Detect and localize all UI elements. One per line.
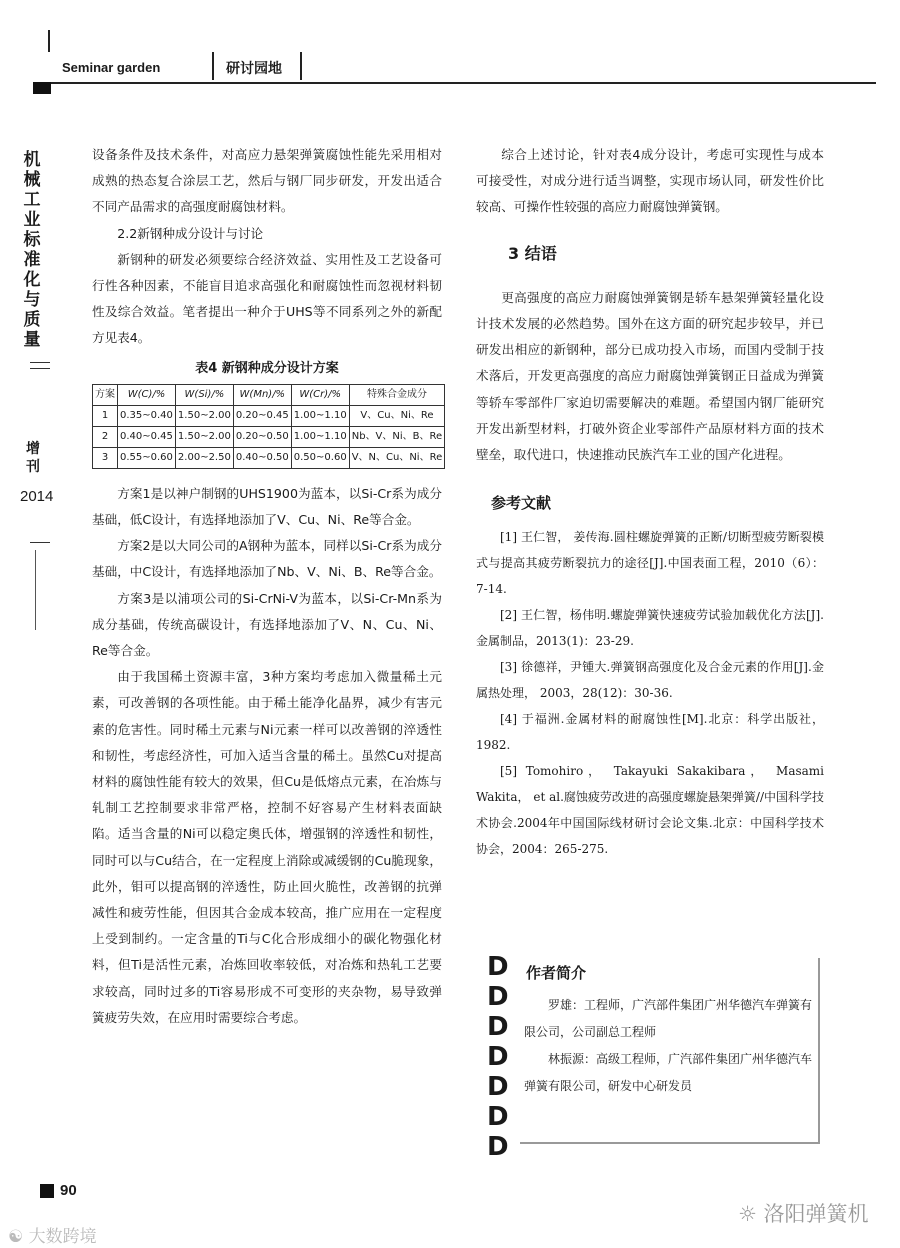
paragraph: 更高强度的高应力耐腐蚀弹簧钢是轿车悬架弹簧轻量化设计技术发展的必然趋势。国外在这方面的研究起步较早，并已研发出相应的新钢种，部分已成功投入市场，而国内受制于技术落后，开发更高强度的高应力耐腐蚀弹簧钢正日益成为弹簧等轿车零部件厂家迫切需要解决的难题。希望国内钢厂能研究开发出新型材料，打破外资企业零部件产品原材料方面的技术壁垒，取代进口，快速推动民族汽车工业的国产化进程。 — [476, 289, 824, 463]
table-row — [93, 426, 445, 447]
table-header: W(Mn)/% — [233, 384, 291, 405]
paragraph: 新钢种的研发必须要综合经济效益、实用性及工艺设备可行性各种因素，不能盲目追求高强化和耐腐蚀性而忽视材料韧性及综合效益。笔者提出一种介于UHS等不同系列之外的新配方见表4。 — [92, 251, 442, 346]
table-cell: 0.35~0.40 — [118, 405, 176, 426]
table-cell: 0.20~0.50 — [233, 426, 291, 447]
author-body — [524, 992, 814, 1100]
reference-item: [5] Tomohiro， Takayuki Sakakibara， Masami Wakita， et al.腐蚀疲劳改进的高强度螺旋悬架弹簧//中国科学技术协会.2004年中国国际线材研讨会论文集.北京：中国科学技术协会，2004：265-275. — [476, 764, 824, 857]
watermark — [738, 1198, 869, 1228]
subheading: 2.2新钢种成分设计与讨论 — [117, 225, 264, 241]
table-cell: 0.40~0.45 — [118, 426, 176, 447]
author-frame — [520, 1142, 820, 1144]
table-header: 方案 — [93, 384, 118, 405]
side-year: 2014 — [20, 488, 54, 505]
table-header: W(C)/% — [118, 384, 176, 405]
table-caption: 表4 新钢种成分设计方案 — [195, 360, 339, 376]
paragraph: 由于我国稀土资源丰富，3种方案均考虑加入微量稀土元素，可改善钢的各项性能。由于稀土能净化晶界，减少有害元素的危害性。同时稀土元素与Ni元素一样可以改善钢的淬透性和韧性，考虑经济性，可加入适当含量的稀土。虽然Cu对提高材料的腐蚀性能有较大的效果，但Cu是低熔点元素，在冶炼与轧制工艺控制要求非常严格，控制不好容易产生材料表面缺陷。适当含量的Ni可以稳定奥氏体，增强钢的淬透性和韧性，同时可以与Cu结合，在一定程度上消除或减缓钢的Cu脆现象，此外，钼可以提高钢的淬透性，防止回火脆性，改善钢的抗弹减性和疲劳性能，但因其合金成本较高，推广应用在一定程度上受到制约。一定含量的Ti与C化合形成细小的碳化物强化材料，但Ti是活性元素，冶炼回收率较低，对冶炼和热轧工艺要求较高，同时过多的Ti容易形成不可变形的夹杂物，易导致弹簧疲劳失效，在应用时需要综合考虑。 — [92, 669, 442, 1025]
side-rule — [30, 368, 50, 369]
author-entry: 林振源：高级工程师，广汽部件集团广州华德汽车弹簧有限公司，研发中心研发员 — [524, 1052, 813, 1093]
author-title: 作者简介 — [526, 964, 587, 982]
reference-item: [3] 徐德祥，尹锺大.弹簧钢高强度化及合金元素的作用[J].金属热处理， 2003，28(12)：30-36. — [476, 660, 824, 701]
header-separator — [212, 52, 214, 80]
watermark-text: 大数跨境 — [28, 1227, 97, 1247]
table-row — [93, 405, 445, 426]
logo-icon: ☯ — [8, 1227, 24, 1247]
table-header-row — [93, 384, 445, 405]
reference-item: [1] 王仁智， 姜传海.圆柱螺旋弹簧的正断/切断型疲劳断裂模式与提高其疲劳断裂抗力的途径[J].中国表面工程，2010（6）：7-14. — [476, 530, 824, 597]
table-cell: 1.00~1.10 — [291, 405, 349, 426]
page-marker — [40, 1184, 54, 1198]
table-cell: 1.50~2.00 — [175, 426, 233, 447]
composition-table — [92, 384, 445, 469]
side-rule — [30, 362, 50, 363]
table-header: W(Cr)/% — [291, 384, 349, 405]
header-bar — [36, 52, 876, 84]
header-left-line — [48, 30, 50, 52]
paragraph: 设备条件及技术条件，对高应力悬架弹簧腐蚀性能先采用相对成熟的热态复合涂层工艺，然后与钢厂同步研发，开发出适合不同产品需求的高强度耐腐蚀材料。 — [92, 147, 442, 215]
table-cell: V、N、Cu、Ni、Re — [349, 447, 445, 468]
paragraph: 方案1是以神户制钢的UHS1900为蓝本，以Si-Cr系为成分基础，低C设计，有选择地添加了V、Cu、Ni、Re等合金。 — [92, 485, 442, 528]
table-cell: 0.40~0.50 — [233, 447, 291, 468]
table-header: 特殊合金成分 — [349, 384, 445, 405]
author-frame — [818, 958, 820, 1144]
wechat-icon: ☼ — [738, 1202, 757, 1226]
right-column — [476, 142, 824, 862]
page-number: 90 — [60, 1182, 77, 1199]
table-cell: Nb、V、Ni、B、Re — [349, 426, 445, 447]
paragraph: 方案3是以浦项公司的Si-CrNi-V为蓝本，以Si-Cr-Mn系为成分基础，传统高碳设计，有选择地添加了V、N、Cu、Ni、Re等合金。 — [92, 590, 442, 659]
author-decoration — [480, 952, 512, 1162]
section-heading: 3 结语 — [508, 243, 557, 263]
references-title: 参考文献 — [491, 494, 552, 513]
header-section-en: Seminar garden — [62, 60, 161, 75]
watermark-text: 洛阳弹簧机 — [763, 1202, 869, 1226]
table-cell: 1 — [93, 405, 118, 426]
table-cell: 1.50~2.00 — [175, 405, 233, 426]
author-entry: 罗雄：工程师，广汽部件集团广州华德汽车弹簧有限公司，公司副总工程师 — [524, 998, 813, 1039]
table-cell: 1.00~1.10 — [291, 426, 349, 447]
table-cell: 3 — [93, 447, 118, 468]
table-cell: 0.50~0.60 — [291, 447, 349, 468]
left-column — [92, 142, 442, 1031]
header-section-cn: 研讨园地 — [226, 61, 282, 77]
header-separator — [300, 52, 302, 80]
side-journal-title: 机械工业标准化与质量 — [23, 150, 41, 350]
decoration-glyphs: DDDDDDD — [487, 952, 509, 1162]
paragraph: 综合上述讨论，针对表4成分设计，考虑可实现性与成本可接受性，对成分进行适当调整，实现市场认同，研发性价比较高、可操作性较强的高应力耐腐蚀弹簧钢。 — [476, 147, 824, 215]
table-cell: 0.55~0.60 — [118, 447, 176, 468]
table-cell: 2.00~2.50 — [175, 447, 233, 468]
side-rule — [35, 550, 36, 630]
table-cell: V、Cu、Ni、Re — [349, 405, 445, 426]
table-cell: 2 — [93, 426, 118, 447]
table-cell: 0.20~0.45 — [233, 405, 291, 426]
header-black-block — [33, 82, 51, 94]
side-issue: 增刊 — [26, 441, 40, 475]
table-row — [93, 447, 445, 468]
reference-item: [2] 王仁智，杨伟明.螺旋弹簧快速疲劳试验加载优化方法[J].金属制品，2013(1)：23-29. — [476, 608, 824, 649]
side-rule — [30, 542, 50, 543]
watermark — [8, 1222, 97, 1247]
table-header: W(Si)/% — [175, 384, 233, 405]
reference-item: [4] 于福洲.金属材料的耐腐蚀性[M].北京：科学出版社，1982. — [476, 712, 824, 753]
paragraph: 方案2是以大同公司的A钢种为蓝本，同样以Si-Cr系为成分基础，中C设计，有选择地添加了Nb、V、Ni、B、Re等合金。 — [92, 538, 442, 580]
